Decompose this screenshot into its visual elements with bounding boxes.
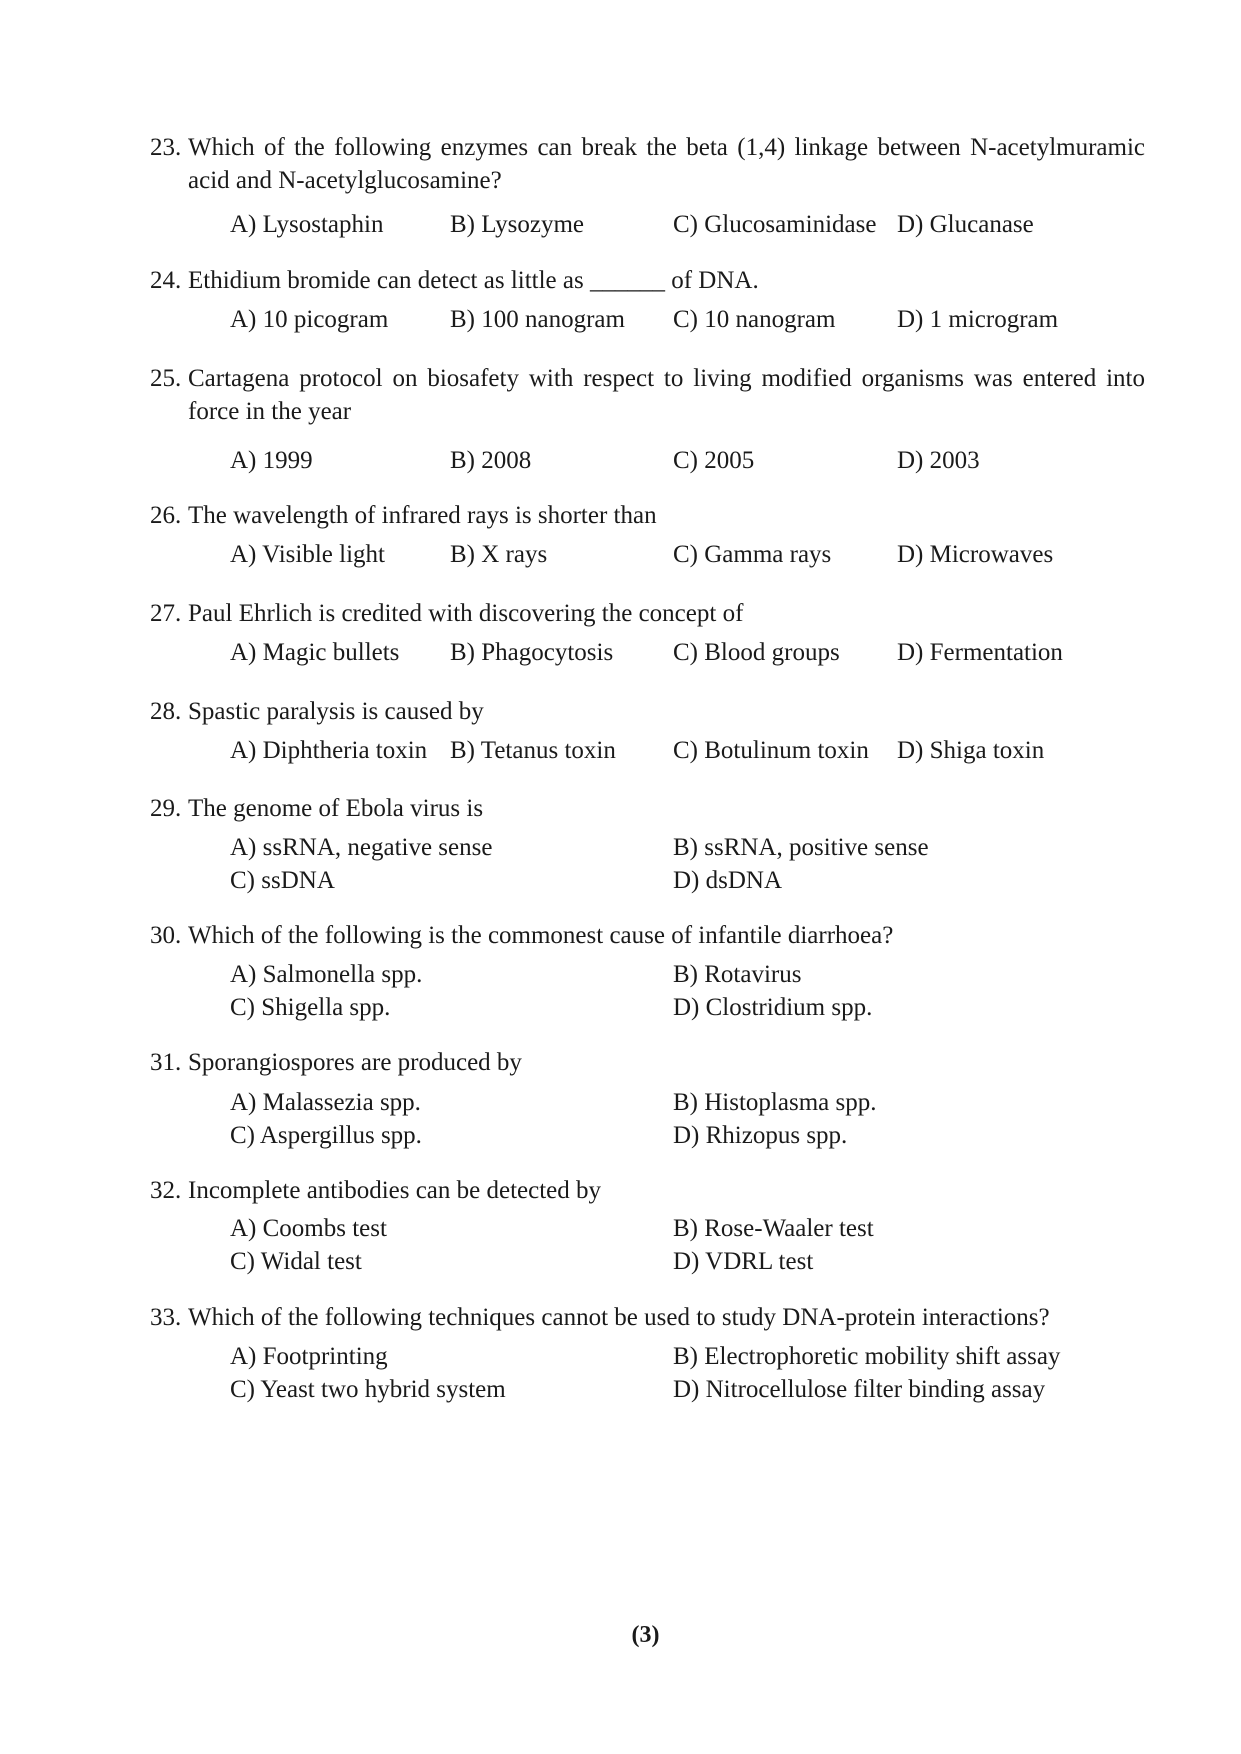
- options-row: [150, 208, 1145, 241]
- option-d: D) 2003: [897, 447, 980, 474]
- option-a: A) 10 picogram: [230, 306, 389, 333]
- option-b: B) Tetanus toxin: [450, 737, 616, 764]
- option-b: B) Rose-Waaler test: [673, 1215, 874, 1242]
- question-stem: Spastic paralysis is caused by: [188, 698, 484, 725]
- options-row: [150, 444, 1145, 477]
- question-25: [150, 362, 1145, 477]
- options-grid: [150, 1212, 1145, 1278]
- question-number: 24.: [150, 267, 182, 294]
- option-d: D) Nitrocellulose filter binding assay: [673, 1376, 1046, 1403]
- option-b: B) ssRNA, positive sense: [673, 834, 929, 861]
- options-row: [150, 538, 1145, 571]
- question-number: 27.: [150, 600, 182, 627]
- option-d: D) Clostridium spp.: [673, 994, 873, 1021]
- option-b: B) 100 nanogram: [450, 306, 625, 333]
- question-number: 31.: [150, 1049, 182, 1076]
- question-number: 25.: [150, 365, 182, 392]
- option-c: C) Glucosaminidase: [673, 211, 877, 238]
- options-row: [150, 734, 1145, 767]
- option-c: C) Botulinum toxin: [673, 737, 869, 764]
- question-stem: Which of the following is the commonest cause of infantile diarrhoea?: [188, 922, 894, 949]
- option-a: A) Magic bullets: [230, 639, 400, 666]
- question-text: [150, 1046, 1145, 1079]
- options-grid: [150, 1086, 1145, 1152]
- question-26: [150, 499, 1145, 571]
- question-text: [150, 131, 1145, 197]
- options-row: [150, 303, 1145, 336]
- options-grid: [150, 958, 1145, 1024]
- question-stem: The wavelength of infrared rays is shorter than: [188, 502, 657, 529]
- question-stem: Ethidium bromide can detect as little as ______ of DNA.: [188, 267, 759, 294]
- question-text: [150, 792, 1145, 825]
- question-number: 33.: [150, 1304, 182, 1331]
- question-text: [150, 264, 1145, 297]
- option-d: D) Rhizopus spp.: [673, 1122, 848, 1149]
- question-27: [150, 597, 1145, 669]
- option-c: C) 10 nanogram: [673, 306, 836, 333]
- option-c: C) Gamma rays: [673, 541, 832, 568]
- question-number: 30.: [150, 922, 182, 949]
- option-c: C) Aspergillus spp.: [230, 1122, 422, 1149]
- question-text: [150, 597, 1145, 630]
- option-d: D) Fermentation: [897, 639, 1063, 666]
- question-29: [150, 792, 1145, 897]
- option-d: D) Shiga toxin: [897, 737, 1045, 764]
- option-b: B) X rays: [450, 541, 548, 568]
- question-stem: Which of the following techniques cannot be used to study DNA-protein interactions?: [188, 1304, 1050, 1331]
- option-a: A) Footprinting: [230, 1343, 388, 1370]
- question-stem: Sporangiospores are produced by: [188, 1049, 522, 1076]
- option-b: B) Electrophoretic mobility shift assay: [673, 1343, 1061, 1370]
- question-stem: Incomplete antibodies can be detected by: [188, 1177, 602, 1204]
- question-text: [150, 695, 1145, 728]
- option-b: B) Lysozyme: [450, 211, 585, 238]
- question-32: [150, 1174, 1145, 1278]
- question-text: [150, 1174, 1145, 1207]
- question-text: [150, 499, 1145, 532]
- option-c: C) Widal test: [230, 1248, 362, 1275]
- question-stem: Which of the following enzymes can break the beta (1,4) linkage between N-acetylmuramic acid and N-acetylglucosamine?: [188, 134, 1145, 194]
- question-text: [150, 919, 1145, 952]
- option-b: B) Phagocytosis: [450, 639, 614, 666]
- options-grid: [150, 831, 1145, 897]
- question-30: [150, 919, 1145, 1024]
- option-a: A) ssRNA, negative sense: [230, 834, 493, 861]
- option-a: A) Salmonella spp.: [230, 961, 423, 988]
- option-a: A) 1999: [230, 447, 313, 474]
- question-stem: The genome of Ebola virus is: [188, 795, 484, 822]
- option-c: C) ssDNA: [230, 867, 335, 894]
- question-text: [150, 1301, 1145, 1334]
- question-number: 26.: [150, 502, 182, 529]
- option-d: D) VDRL test: [673, 1248, 814, 1275]
- option-c: C) Yeast two hybrid system: [230, 1376, 506, 1403]
- question-number: 23.: [150, 134, 182, 161]
- question-number: 32.: [150, 1177, 182, 1204]
- option-c: C) 2005: [673, 447, 755, 474]
- option-a: A) Coombs test: [230, 1215, 387, 1242]
- question-28: [150, 695, 1145, 767]
- question-24: [150, 264, 1145, 336]
- question-stem: Paul Ehrlich is credited with discovering the concept of: [188, 600, 744, 627]
- option-b: B) Histoplasma spp.: [673, 1089, 877, 1116]
- option-a: A) Lysostaphin: [230, 211, 384, 238]
- option-c: C) Shigella spp.: [230, 994, 391, 1021]
- option-b: B) 2008: [450, 447, 532, 474]
- option-d: D) dsDNA: [673, 867, 783, 894]
- option-d: D) 1 microgram: [897, 306, 1059, 333]
- options-row: [150, 636, 1145, 669]
- question-23: [150, 131, 1145, 241]
- option-a: A) Diphtheria toxin: [230, 737, 428, 764]
- option-c: C) Blood groups: [673, 639, 840, 666]
- question-31: [150, 1046, 1145, 1152]
- question-number: 29.: [150, 795, 182, 822]
- question-text: [150, 362, 1145, 428]
- options-grid: [150, 1340, 1145, 1406]
- option-d: D) Microwaves: [897, 541, 1054, 568]
- question-number: 28.: [150, 698, 182, 725]
- option-a: A) Malassezia spp.: [230, 1089, 421, 1116]
- option-a: A) Visible light: [230, 541, 385, 568]
- option-d: D) Glucanase: [897, 211, 1034, 238]
- question-33: [150, 1301, 1145, 1406]
- option-b: B) Rotavirus: [673, 961, 802, 988]
- page-number: (3): [631, 1622, 660, 1648]
- question-stem: Cartagena protocol on biosafety with respect to living modified organisms was entered into force in the year: [188, 365, 1145, 425]
